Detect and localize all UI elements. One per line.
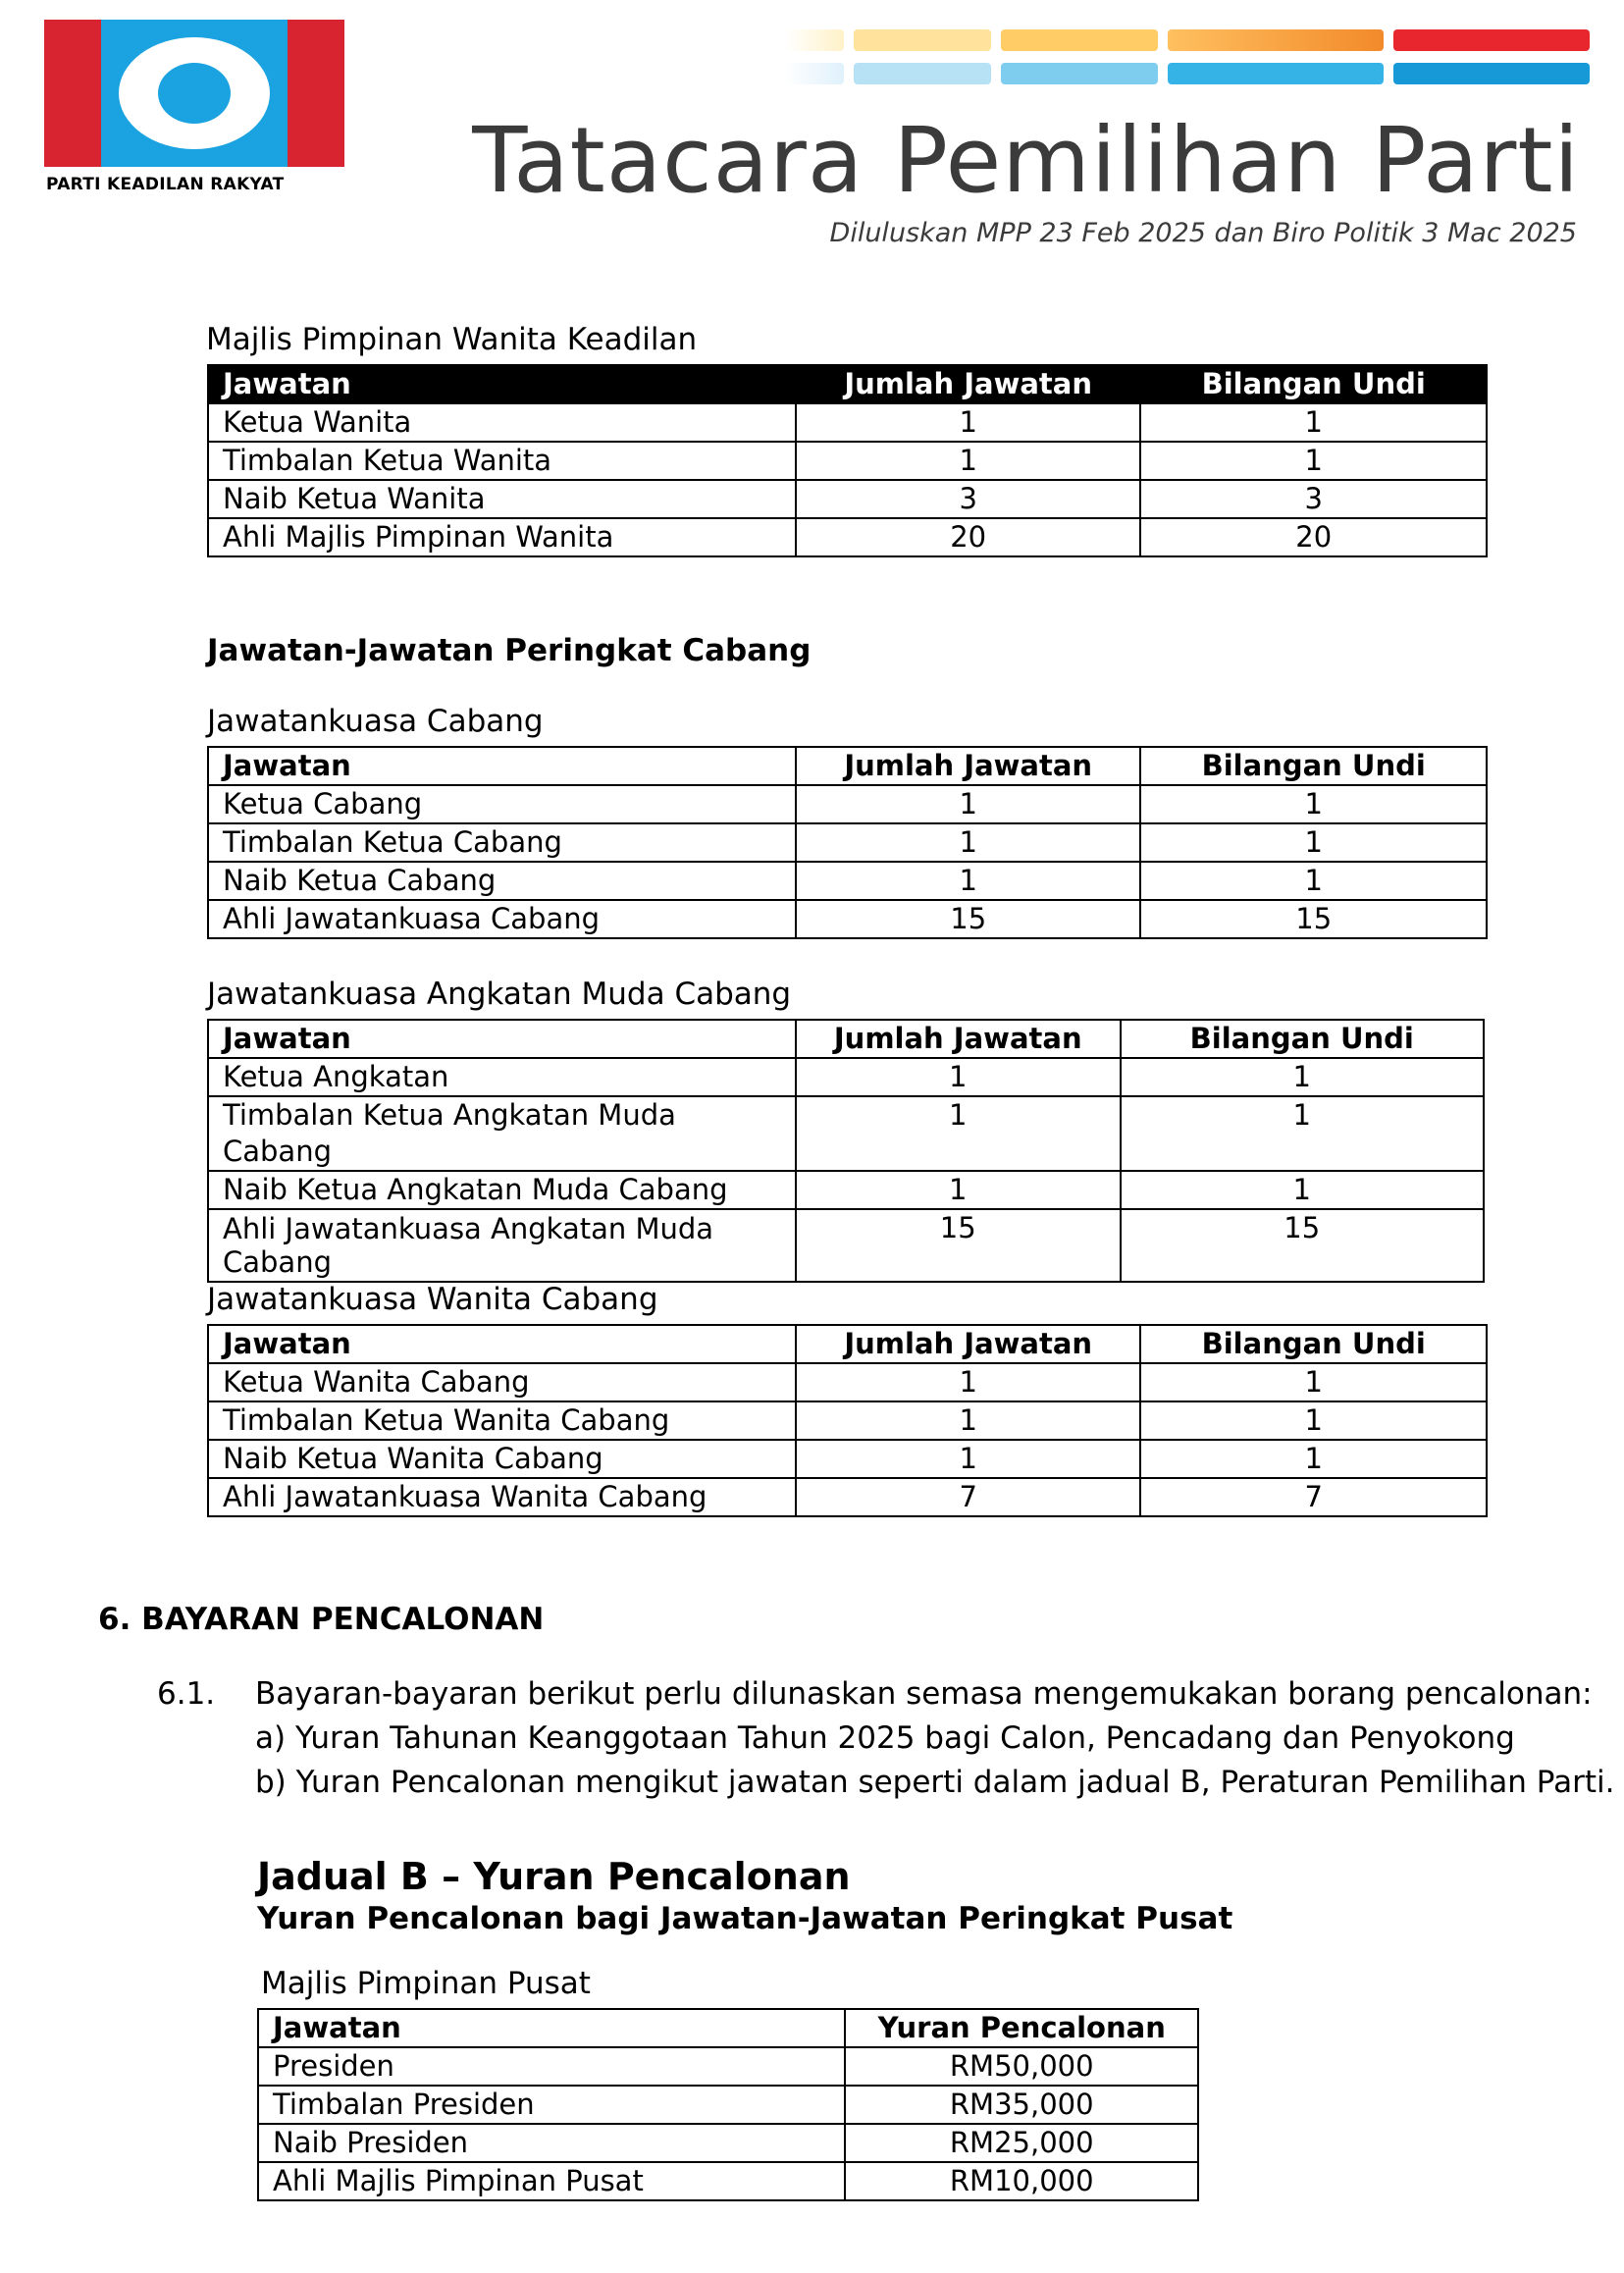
cell: Ahli Jawatankuasa Cabang — [208, 900, 796, 938]
header-cell: Bilangan Undi — [1140, 747, 1487, 785]
cell: 3 — [1140, 480, 1487, 518]
cell: 1 — [796, 1440, 1140, 1478]
header-cell: Jawatan — [208, 365, 796, 403]
table-row — [208, 862, 1487, 900]
cell: Ahli Majlis Pimpinan Wanita — [208, 518, 796, 556]
cell: 1 — [1140, 403, 1487, 442]
header-cell: Jumlah Jawatan — [796, 1020, 1121, 1058]
cell: 1 — [796, 442, 1141, 480]
table-header-row — [258, 2009, 1198, 2047]
table-row — [208, 1096, 1484, 1171]
table-row — [208, 1209, 1484, 1282]
stripe — [1168, 63, 1384, 84]
clause-item: b) Yuran Pencalonan mengikut jawatan seperti dalam jadual B, Peraturan Pemilihan Parti. — [255, 1765, 1615, 1800]
cell: 1 — [796, 1096, 1121, 1171]
header-cell: Bilangan Undi — [1140, 365, 1487, 403]
cell: 3 — [796, 480, 1141, 518]
logo-oval-core — [158, 63, 231, 124]
table-row — [208, 442, 1487, 480]
table-header-row — [208, 365, 1487, 403]
cell: 1 — [1140, 1440, 1487, 1478]
table-caption: Jawatankuasa Wanita Cabang — [207, 1282, 658, 1317]
table-row — [258, 2047, 1198, 2086]
table-row — [208, 1058, 1484, 1096]
table-header-row — [208, 1020, 1484, 1058]
header-cell: Jumlah Jawatan — [796, 1325, 1140, 1363]
cell: Timbalan Ketua Wanita — [208, 442, 796, 480]
stripe — [1168, 29, 1384, 51]
stripe — [854, 29, 991, 51]
cell: 1 — [1140, 862, 1487, 900]
header-cell: Jawatan — [208, 747, 796, 785]
cell: Timbalan Ketua Wanita Cabang — [208, 1401, 796, 1440]
table-row — [208, 785, 1487, 823]
cell: Timbalan Presiden — [258, 2086, 845, 2124]
header-cell: Jawatan — [208, 1325, 796, 1363]
cell: 1 — [796, 785, 1140, 823]
table-row — [208, 1478, 1487, 1516]
cell: Ketua Wanita — [208, 403, 796, 442]
table-row — [258, 2086, 1198, 2124]
stripe — [1393, 63, 1590, 84]
cell: 15 — [796, 900, 1140, 938]
cell: 15 — [1121, 1209, 1484, 1282]
cell: 1 — [1140, 823, 1487, 862]
cell: 1 — [796, 403, 1141, 442]
cell — [208, 1209, 796, 1282]
cell: 20 — [796, 518, 1141, 556]
mpwk-table — [207, 364, 1488, 557]
cell: RM25,000 — [845, 2124, 1198, 2162]
jk-amk-table — [207, 1019, 1485, 1283]
header-stripes — [785, 29, 1590, 88]
table-caption: Majlis Pimpinan Wanita Keadilan — [206, 322, 698, 357]
table-caption: Jawatankuasa Angkatan Muda Cabang — [207, 977, 792, 1012]
cell: RM50,000 — [845, 2047, 1198, 2086]
table-row — [208, 1363, 1487, 1401]
table-header-row — [208, 1325, 1487, 1363]
jk-cabang-table — [207, 746, 1488, 939]
stripe — [1001, 29, 1158, 51]
cell: Naib Ketua Cabang — [208, 862, 796, 900]
cell: Ahli Majlis Pimpinan Pusat — [258, 2162, 845, 2200]
document-subtitle: Diluluskan MPP 23 Feb 2025 dan Biro Politik 3 Mac 2025 — [829, 218, 1577, 248]
cell: 15 — [1140, 900, 1487, 938]
cell: 1 — [796, 1058, 1121, 1096]
table-row — [258, 2124, 1198, 2162]
cell: 1 — [796, 1363, 1140, 1401]
cell: 1 — [1140, 442, 1487, 480]
stripe — [1001, 63, 1158, 84]
stripe — [1393, 29, 1590, 51]
cell-line: Ahli Jawatankuasa Angkatan Muda — [223, 1212, 714, 1245]
table-row — [208, 1171, 1484, 1209]
cell: Timbalan Ketua Angkatan Muda Cabang — [208, 1096, 796, 1171]
section-heading: 6. BAYARAN PENCALONAN — [98, 1602, 545, 1637]
schedule-title: Jadual B – Yuran Pencalonan — [257, 1855, 851, 1898]
jadual-b-table — [257, 2008, 1199, 2201]
cell: 1 — [796, 862, 1140, 900]
table-row — [208, 480, 1487, 518]
logo-name: PARTI KEADILAN RAKYAT — [46, 175, 285, 194]
cell: Naib Presiden — [258, 2124, 845, 2162]
cell: RM35,000 — [845, 2086, 1198, 2124]
header-cell: Bilangan Undi — [1121, 1020, 1484, 1058]
header-cell: Bilangan Undi — [1140, 1325, 1487, 1363]
jk-wanita-table — [207, 1324, 1488, 1517]
schedule-subtitle: Yuran Pencalonan bagi Jawatan-Jawatan Peringkat Pusat — [257, 1901, 1233, 1936]
cell: 1 — [1140, 1363, 1487, 1401]
cell: 1 — [1121, 1171, 1484, 1209]
cell-line: Cabang — [223, 1245, 332, 1279]
table-row — [208, 1401, 1487, 1440]
table-row — [208, 1440, 1487, 1478]
cell: Presiden — [258, 2047, 845, 2086]
header-cell: Jawatan — [258, 2009, 845, 2047]
section-heading: Jawatan-Jawatan Peringkat Cabang — [207, 633, 812, 668]
cell: 1 — [1140, 785, 1487, 823]
cell: RM10,000 — [845, 2162, 1198, 2200]
header-cell: Jumlah Jawatan — [796, 365, 1141, 403]
clause-item: a) Yuran Tahunan Keanggotaan Tahun 2025 bagi Calon, Pencadang dan Penyokong — [255, 1720, 1515, 1756]
cell: 1 — [1121, 1096, 1484, 1171]
table-row — [208, 823, 1487, 862]
clause-text: Bayaran-bayaran berikut perlu dilunaskan semasa mengemukakan borang pencalonan: — [255, 1676, 1593, 1712]
clause-number: 6.1. — [157, 1676, 216, 1712]
stripe — [785, 29, 844, 51]
table-row — [208, 900, 1487, 938]
cell: 7 — [796, 1478, 1140, 1516]
table-row — [208, 518, 1487, 556]
cell: Naib Ketua Wanita Cabang — [208, 1440, 796, 1478]
document-title: Tatacara Pemilihan Parti — [472, 108, 1580, 213]
cell: Ketua Wanita Cabang — [208, 1363, 796, 1401]
table-row — [258, 2162, 1198, 2200]
cell: 1 — [796, 823, 1140, 862]
cell: 15 — [796, 1209, 1121, 1282]
cell: Naib Ketua Angkatan Muda Cabang — [208, 1171, 796, 1209]
cell: 20 — [1140, 518, 1487, 556]
cell: Ahli Jawatankuasa Wanita Cabang — [208, 1478, 796, 1516]
party-logo — [44, 20, 348, 196]
cell: Ketua Cabang — [208, 785, 796, 823]
header-cell: Jumlah Jawatan — [796, 747, 1140, 785]
cell: 1 — [796, 1401, 1140, 1440]
cell: 7 — [1140, 1478, 1487, 1516]
table-caption: Majlis Pimpinan Pusat — [261, 1966, 591, 2001]
table-row — [208, 403, 1487, 442]
cell: 1 — [1140, 1401, 1487, 1440]
stripe — [854, 63, 991, 84]
cell: 1 — [796, 1171, 1121, 1209]
stripe — [785, 63, 844, 84]
header-cell: Yuran Pencalonan — [845, 2009, 1198, 2047]
header-cell: Jawatan — [208, 1020, 796, 1058]
table-header-row — [208, 747, 1487, 785]
cell: Timbalan Ketua Cabang — [208, 823, 796, 862]
cell: Naib Ketua Wanita — [208, 480, 796, 518]
cell: Ketua Angkatan — [208, 1058, 796, 1096]
cell: 1 — [1121, 1058, 1484, 1096]
table-caption: Jawatankuasa Cabang — [207, 704, 544, 739]
